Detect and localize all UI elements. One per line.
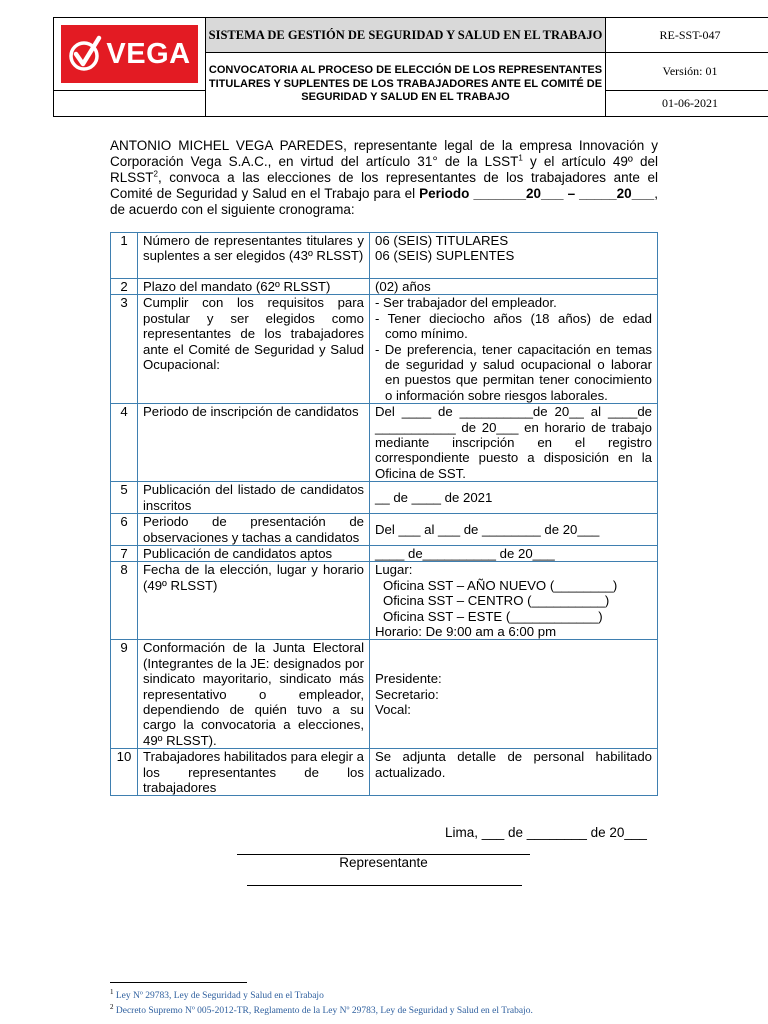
row-value: Del ____ de __________de 20__ al ____de ___________ de 20___ en horario de trabajo mediante inscripción en el registro correspondiente puesto a disposición en la Oficina de SST.: [370, 404, 658, 482]
row-number: 2: [111, 279, 138, 295]
logo-spacer: [54, 91, 206, 117]
row-number: 9: [111, 640, 138, 749]
row-description: Fecha de la elección, lugar y horario (49º RLSST): [138, 562, 370, 640]
row-value: __ de ____ de 2021: [370, 482, 658, 514]
intro-paragraph: [110, 138, 658, 218]
table-row: [111, 233, 658, 279]
row-description: Trabajadores habilitados para elegir a los representantes de los trabajadores: [138, 749, 370, 796]
table-row: [111, 514, 658, 546]
table-row: [111, 640, 658, 749]
table-row: [111, 404, 658, 482]
requirement-item: - De preferencia, tener capacitación en temas de seguridad y salud ocupacional o laborar en puestos que permitan tener conocimiento o información sobre riesgos laborales.: [375, 341, 652, 403]
row-description: Número de representantes titulares y suplentes a ser elegidos (43º RLSST): [138, 233, 370, 279]
footnote-text: Ley Nº 29783, Ley de Seguridad y Salud en el Trabajo: [115, 991, 324, 1002]
document-header: [53, 17, 768, 117]
row-number: 1: [111, 233, 138, 279]
value-line: Horario: De 9:00 am a 6:00 pm: [375, 623, 557, 639]
intro-text-2: y el artículo 49º del RLSST: [110, 154, 658, 185]
row-value: [370, 233, 658, 279]
value-line: Presidente:: [375, 671, 442, 687]
footnote-1: [110, 988, 324, 1001]
footnote-number: 2: [110, 1003, 114, 1011]
signature-label: Representante: [339, 855, 428, 870]
value-line: 06 (SEIS) TITULARES: [375, 233, 509, 248]
row-number: 8: [111, 562, 138, 640]
intro-text-4: , de acuerdo con el siguiente cronograma:: [110, 186, 658, 217]
footnote-text: Decreto Supremo Nº 005-2012-TR, Reglamento de la Ley Nº 29783, Ley de Seguridad y Salud en el Trabajo.: [115, 1006, 533, 1017]
row-description: Publicación de candidatos aptos: [138, 545, 370, 561]
value-line: Oficina SST – AÑO NUEVO (________): [383, 577, 618, 593]
row-value: ____ de__________ de 20___: [370, 545, 658, 561]
footnote-separator: [110, 982, 247, 983]
value-line: Lugar:: [375, 562, 413, 578]
row-value: (02) años: [370, 279, 658, 295]
value-line: Oficina SST – CENTRO (__________): [383, 593, 610, 609]
footnote-2: [110, 1003, 533, 1016]
table-row: [111, 749, 658, 796]
document-date: 01-06-2021: [606, 91, 768, 117]
row-number: 6: [111, 514, 138, 546]
place-date: Lima, ___ de ________ de 20___: [445, 825, 647, 840]
row-value: Se adjunta detalle de personal habilitado actualizado.: [370, 749, 658, 796]
row-description: Periodo de inscripción de candidatos: [138, 404, 370, 482]
table-row: [111, 279, 658, 295]
document-version: Versión: 01: [606, 53, 768, 91]
table-row: [111, 295, 658, 404]
period-field: Periodo _______20___ – _____20___: [419, 186, 655, 201]
row-description: Publicación del listado de candidatos inscritos: [138, 482, 370, 514]
schedule-table: [110, 232, 658, 796]
vega-logo: [61, 25, 198, 83]
footnote-ref-2: 2: [153, 169, 158, 179]
row-value: [370, 562, 658, 640]
row-value: Del ___ al ___ de ________ de 20___: [370, 514, 658, 546]
row-number: 7: [111, 545, 138, 561]
system-title: SISTEMA DE GESTIÓN DE SEGURIDAD Y SALUD EN EL TRABAJO: [206, 18, 606, 53]
requirement-item: - Ser trabajador del empleador.: [375, 295, 557, 311]
table-row: [111, 545, 658, 561]
table-row: [111, 482, 658, 514]
requirement-item: - Tener dieciocho años (18 años) de edad como mínimo.: [375, 310, 652, 342]
row-description: Cumplir con los requisitos para postular y ser elegidos como representantes de los trabajadores ante el Comité de Seguridad y Salud Ocupacional:: [138, 295, 370, 404]
footnote-number: 1: [110, 988, 114, 996]
row-description: Conformación de la Junta Electoral (Integrantes de la JE: designados por sindicato mayoritario, sindicato más representativo o empleador, dependiendo de quién tuvo a su cargo la convocatoria a elecciones, 49º RLSST).: [138, 640, 370, 749]
row-number: 10: [111, 749, 138, 796]
row-number: 5: [111, 482, 138, 514]
row-description: Plazo del mandato (62º RLSST): [138, 279, 370, 295]
value-line: 06 (SEIS) SUPLENTES: [375, 248, 515, 264]
checkmark-logo-icon: [68, 35, 102, 73]
logo-cell: [54, 18, 206, 91]
value-line: Vocal:: [375, 701, 411, 717]
name-line: [247, 885, 522, 886]
footnote-ref-1: 1: [518, 153, 523, 163]
document-code: RE-SST-047: [606, 18, 768, 53]
value-line: Oficina SST – ESTE (____________): [383, 608, 603, 624]
document-title: CONVOCATORIA AL PROCESO DE ELECCIÓN DE LOS REPRESENTANTES TITULARES Y SUPLENTES DE LOS TRABAJADORES ANTE EL COMITÉ DE SEGURIDAD Y SALUD EN EL TRABAJO: [206, 53, 606, 117]
row-description: Periodo de presentación de observaciones y tachas a candidatos: [138, 514, 370, 546]
row-number: 4: [111, 404, 138, 482]
intro-text-1: ANTONIO MICHEL VEGA PAREDES, representante legal de la empresa Innovación y Corporación Vega S.A.C., en virtud del artículo 31° de la LSST: [110, 138, 658, 169]
value-line: Secretario:: [375, 686, 439, 702]
intro-text-3: , convoca a las elecciones de los representantes de los trabajadores ante el Comité de Seguridad y Salud en el Trabajo para el: [110, 170, 658, 201]
row-value: [370, 640, 658, 749]
row-value: [370, 295, 658, 404]
logo-text: VEGA: [106, 37, 191, 70]
table-row: [111, 562, 658, 640]
row-number: 3: [111, 295, 138, 404]
